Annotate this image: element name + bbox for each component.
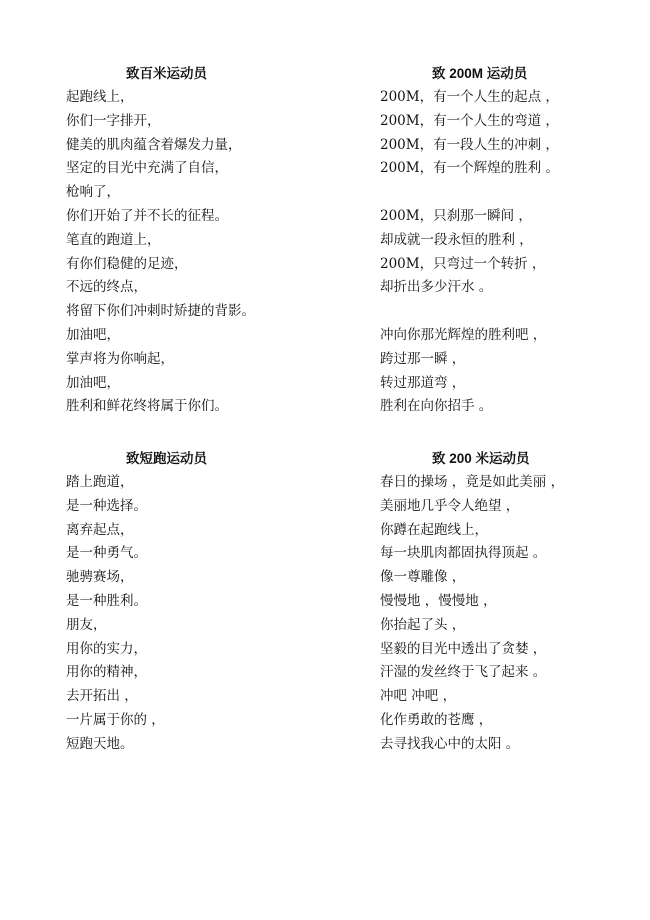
poem-line: 每一块肌肉都固执得顶起 。 bbox=[380, 545, 547, 562]
poem-line: 200M，有一个人生的弯道 ， bbox=[380, 112, 559, 129]
poem-line: 驰骋赛场， bbox=[66, 569, 134, 586]
poem-200-meter-athletes bbox=[380, 447, 650, 757]
poem-line: 加油吧， bbox=[66, 326, 120, 343]
poem-line: 像一尊雕像 ， bbox=[380, 569, 466, 586]
poem-line: 化作勇敢的苍鹰 ， bbox=[380, 711, 493, 728]
poem-line: 坚毅的目光中透出了贪婪 ， bbox=[380, 640, 547, 657]
poem-title: 致短跑运动员 bbox=[126, 451, 207, 466]
poem-line: 将留下你们冲刺时矫捷的背影。 bbox=[66, 303, 255, 320]
poem-line: 你们一字排开， bbox=[66, 112, 161, 129]
poem-line: 去开拓出 ， bbox=[66, 688, 138, 705]
poem-line: 200M，有一个人生的起点 ， bbox=[380, 89, 559, 105]
poem-line: 跨过那一瞬 ， bbox=[380, 350, 466, 367]
poem-line: 200M，只刹那一瞬间 ， bbox=[380, 207, 532, 224]
poem-line: 却折出多少汗水 。 bbox=[380, 279, 493, 296]
poem-sprint-athletes bbox=[66, 447, 346, 757]
poem-line: 胜利在向你招手 。 bbox=[380, 398, 493, 415]
poem-line: 慢慢地 ，慢慢地 ， bbox=[380, 592, 497, 609]
poem-line bbox=[380, 181, 650, 205]
poem-line: 冲吧 冲吧 ， bbox=[380, 688, 457, 705]
poem-line: 加油吧， bbox=[66, 374, 120, 391]
poem-line: 冲向你那光辉煌的胜利吧 ， bbox=[380, 326, 547, 343]
poem-line: 朋友， bbox=[66, 616, 107, 633]
poem-line: 有你们稳健的足迹， bbox=[66, 255, 188, 272]
poem-line: 你蹲在起跑线上， bbox=[380, 521, 488, 538]
poem-line: 踏上跑道， bbox=[66, 474, 134, 490]
poem-line: 200M，有一段人生的冲刺 ， bbox=[380, 136, 559, 153]
poem-line: 你们开始了并不长的征程。 bbox=[66, 207, 228, 224]
poem-line: 短跑天地。 bbox=[66, 735, 134, 752]
poem-line: 美丽地几乎令人绝望 ， bbox=[380, 497, 520, 514]
poem-line: 是一种选择。 bbox=[66, 497, 147, 514]
poem-title: 致百米运动员 bbox=[126, 66, 207, 81]
poem-line: 春日的操场 ，竟是如此美丽 ， bbox=[380, 474, 565, 490]
poem-100m-athletes bbox=[66, 62, 346, 419]
poem-line: 起跑线上， bbox=[66, 89, 134, 105]
poem-lines bbox=[380, 471, 650, 757]
poem-line: 笔直的跑道上， bbox=[66, 231, 161, 248]
poem-line: 离弃起点， bbox=[66, 521, 134, 538]
poem-line: 去寻找我心中的太阳 。 bbox=[380, 735, 520, 752]
poem-line: 掌声将为你响起， bbox=[66, 350, 174, 367]
poem-200m-athletes bbox=[380, 62, 650, 419]
poem-line: 却成就一段永恒的胜利 ， bbox=[380, 231, 533, 248]
poem-line: 200M，有一个辉煌的胜利 。 bbox=[380, 160, 559, 177]
poem-line bbox=[380, 300, 650, 324]
poem-line: 枪响了， bbox=[66, 184, 120, 201]
poem-line: 汗湿的发丝终于飞了起来 。 bbox=[380, 664, 547, 681]
poem-line: 转过那道弯 ， bbox=[380, 374, 466, 391]
poem-lines bbox=[380, 86, 650, 419]
poem-line: 你抬起了头 ， bbox=[380, 616, 466, 633]
poem-line: 坚定的目光中充满了自信， bbox=[66, 160, 228, 177]
poem-lines bbox=[66, 471, 346, 757]
poem-line: 一片属于你的 ， bbox=[66, 711, 165, 728]
poem-line: 不远的终点， bbox=[66, 279, 147, 296]
poem-line: 用你的实力， bbox=[66, 640, 147, 657]
poem-line: 是一种胜利。 bbox=[66, 592, 147, 609]
poem-lines bbox=[66, 86, 346, 419]
poem-title: 致 200M 运动员 bbox=[432, 66, 528, 81]
poem-line: 是一种勇气。 bbox=[66, 545, 147, 562]
poem-line: 胜利和鲜花终将属于你们。 bbox=[66, 398, 228, 415]
poem-title: 致 200 米运动员 bbox=[432, 451, 530, 466]
poem-line: 健美的肌肉蕴含着爆发力量， bbox=[66, 136, 242, 153]
poem-line: 200M，只弯过一个转折 ， bbox=[380, 255, 546, 272]
poem-line: 用你的精神， bbox=[66, 664, 147, 681]
